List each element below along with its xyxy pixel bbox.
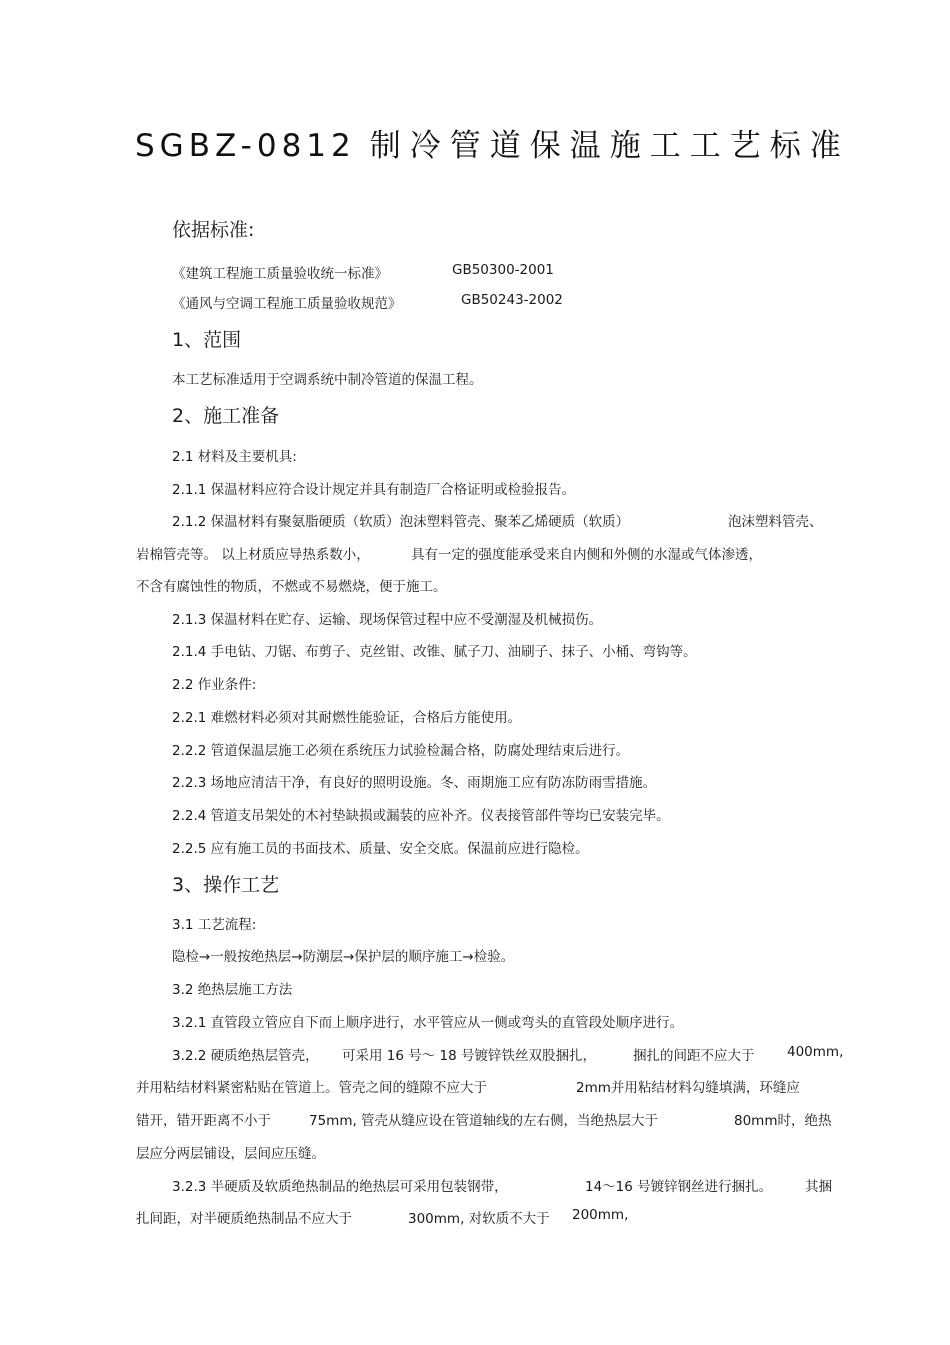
- text-segment: 可采用 16 号～ 18 号镀锌铁丝双股捆扎，: [342, 1048, 597, 1064]
- title-name: 制冷管道保温施工工艺标准: [369, 128, 850, 164]
- standard-item: [172, 262, 554, 282]
- text-segment: 3.2.2 硬质绝热层管壳，: [172, 1048, 319, 1064]
- paragraph: 2.2.1 难燃材料必须对其耐燃性能验证，合格后方能使用。: [172, 710, 522, 726]
- paragraph: 本工艺标准适用于空调系统中制冷管道的保温工程。: [172, 372, 483, 388]
- paragraph: 3.2.1 直管段立管应自下而上顺序进行，水平管应从一侧或弯头的直管段处顺序进行。: [172, 1015, 684, 1031]
- title-code: SGBZ-0812: [135, 128, 356, 164]
- paragraph: 隐检→一般按绝热层→防潮层→保护层的顺序施工→检验。: [172, 949, 515, 965]
- text-segment: 2.1.2 保温材料有聚氨脂硬质（软质）泡沫塑料管壳、聚苯乙烯硬质（软质）: [172, 514, 630, 530]
- standard-name: 《通风与空调工程施工质量验收规范》: [172, 296, 402, 312]
- text-segment: 岩棉管壳等。 以上材质应导热系数小，: [136, 547, 370, 563]
- text-segment: 其捆: [805, 1179, 832, 1195]
- paragraph: 2.2.5 应有施工员的书面技术、质量、安全交底。保温前应进行隐检。: [172, 841, 589, 857]
- paragraph: [172, 510, 629, 530]
- paragraph: 2.2.4 管道支吊架处的木衬垫缺损或漏装的应补齐。仪表接管部件等均已安装完毕。: [172, 808, 670, 824]
- paragraph: 2.2.2 管道保温层施工必须在系统压力试验检漏合格，防腐处理结束后进行。: [172, 743, 630, 759]
- text-segment: 75mm, 管壳从缝应设在管道轴线的左右侧，当绝热层大于: [309, 1113, 659, 1129]
- subsection-heading: 3.1 工艺流程:: [172, 917, 257, 933]
- text-segment: 400mm,: [787, 1044, 844, 1060]
- subsection-heading: 2.1 材料及主要机具:: [172, 449, 297, 465]
- text-segment: 并用粘结材料紧密粘贴在管道上。管壳之间的缝隙不应大于: [136, 1080, 487, 1096]
- subsection-heading: 3.2 绝热层施工方法: [172, 982, 293, 998]
- text-segment: 300mm, 对软质不大于: [408, 1211, 550, 1227]
- standard-code: GB50243-2002: [461, 292, 563, 308]
- paragraph: 2.1.4 手电钻、刀锯、布剪子、克丝钳、改锥、腻子刀、油刷子、抹子、小桶、弯钩等。: [172, 644, 697, 660]
- text-segment: 捆扎的间距不应大于: [633, 1048, 755, 1064]
- paragraph: 2.1.3 保温材料在贮存、运输、现场保管过程中应不受潮湿及机械损伤。: [172, 612, 603, 628]
- paragraph: 层应分两层铺设，层间应压缝。: [136, 1146, 325, 1162]
- subsection-heading: 2.2 作业条件:: [172, 677, 257, 693]
- section-heading: 3、操作工艺: [172, 874, 280, 896]
- text-segment: 200mm,: [572, 1207, 629, 1223]
- text-segment: 具有一定的强度能承受来自内侧和外侧的水湿或气体渗透，: [411, 547, 762, 563]
- paragraph: 2.1.1 保温材料应符合设计规定并具有制造厂合格证明或检验报告。: [172, 482, 576, 498]
- basis-heading: 依据标准:: [172, 219, 255, 241]
- paragraph: 不含有腐蚀性的物质，不燃或不易燃烧，便于施工。: [136, 579, 447, 595]
- text-segment: 3.2.3 半硬质及软质绝热制品的绝热层可采用包装钢带，: [172, 1179, 508, 1195]
- text-segment: 泡沫塑料管壳、: [728, 514, 823, 530]
- standard-code: GB50300-2001: [452, 262, 554, 278]
- document-title: [135, 120, 850, 165]
- text-segment: 80mm时，绝热: [734, 1113, 832, 1129]
- text-segment: 2mm并用粘结材料勾缝填满，环缝应: [576, 1080, 800, 1096]
- section-heading: 2、施工准备: [172, 405, 280, 427]
- paragraph: 2.2.3 场地应清洁干净，有良好的照明设施。冬、雨期施工应有防冻防雨雪措施。: [172, 775, 657, 791]
- standard-name: 《建筑工程施工质量验收统一标准》: [172, 266, 388, 282]
- standard-item: [172, 292, 563, 312]
- text-segment: 错开，错开距离不小于: [136, 1113, 271, 1129]
- text-segment: 14～16 号镀锌钢丝进行捆扎。: [585, 1179, 773, 1195]
- section-heading: 1、范围: [172, 329, 242, 351]
- text-segment: 扎间距，对半硬质绝热制品不应大于: [136, 1211, 352, 1227]
